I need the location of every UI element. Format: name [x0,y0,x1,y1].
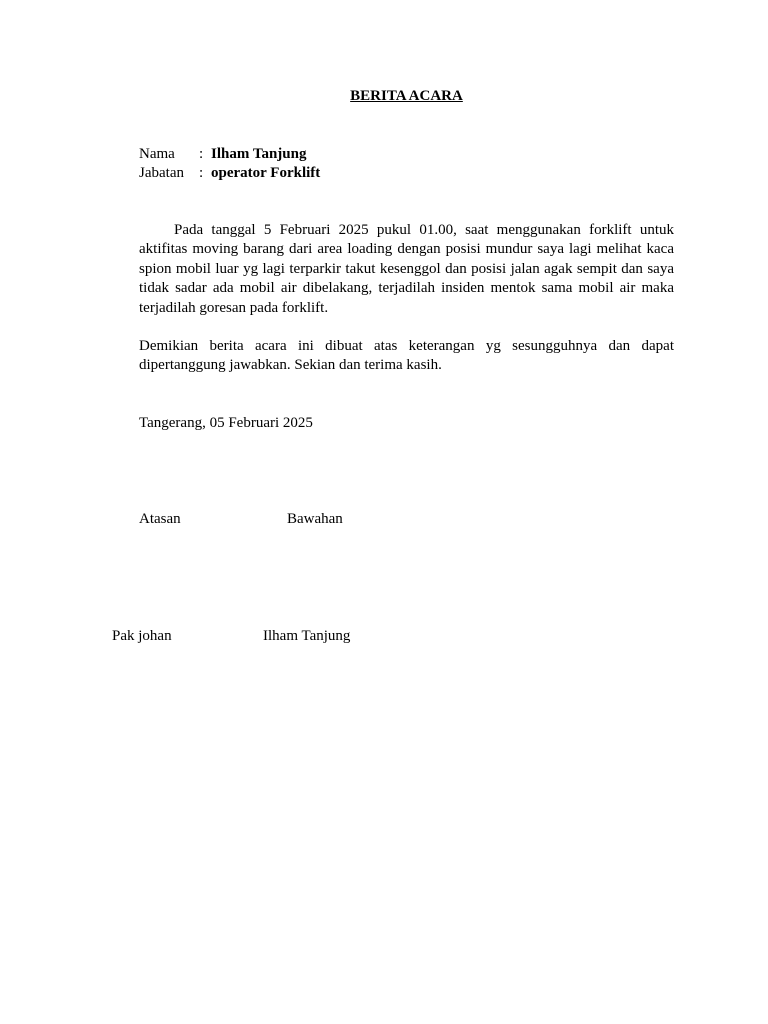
place-date: Tangerang, 05 Februari 2025 [139,415,313,431]
sign-name-atasan: Pak johan [112,628,172,644]
sign-label-bawahan: Bawahan [287,511,343,527]
field-colon: : [199,165,204,181]
field-value-jabatan: operator Forklift [211,165,321,181]
field-label-nama: Nama [139,146,175,162]
field-row-jabatan [139,163,320,183]
field-row-nama [139,144,306,164]
body-paragraph-closing: Demikian berita acara ini dibuat atas keterangan yg sesungguhnya dan dapat dipertanggung jawabkan. Sekian dan terima kasih. [139,338,674,374]
sign-label-atasan: Atasan [139,511,181,527]
body-paragraph-incident: Pada tanggal 5 Februari 2025 pukul 01.00, saat menggunakan forklift untuk aktifitas moving barang dari area loading dengan posisi mundur saya lagi melihat kaca spion mobil luar yg lagi terparkir takut kesenggol dan posisi jalan agak sempit dan saya tidak sadar ada mobil air dibelakang, terjadilah insiden mentok sama mobil air maka terjadilah goresan pada forklift. [139,222,674,316]
document-title: BERITA ACARA [350,88,463,104]
field-colon: : [199,146,204,162]
field-value-nama: Ilham Tanjung [211,146,307,162]
sign-name-bawahan: Ilham Tanjung [263,628,351,644]
field-label-jabatan: Jabatan [139,165,184,181]
